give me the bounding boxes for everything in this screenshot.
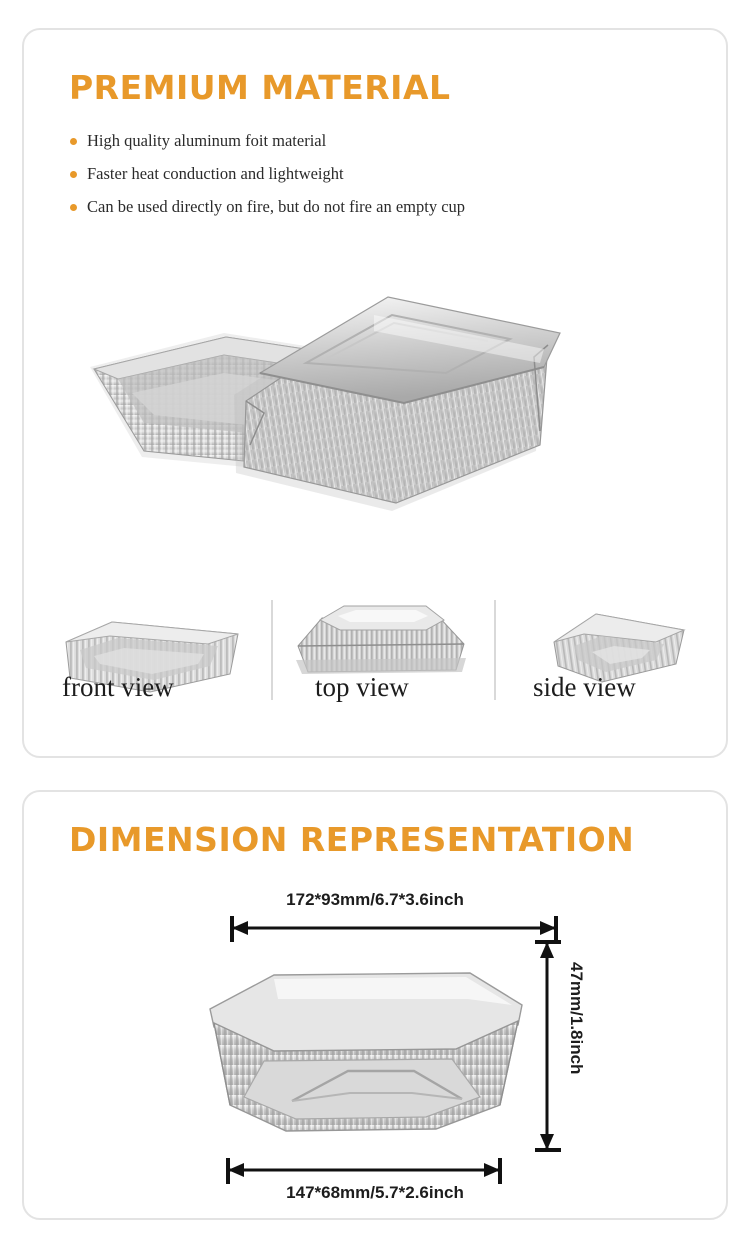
list-item	[70, 130, 465, 151]
feature-text: High quality aluminum foit material	[87, 131, 327, 150]
view-divider	[271, 600, 273, 700]
premium-material-panel	[22, 28, 728, 758]
bullet-dot-icon	[70, 138, 77, 145]
dimension-product-image	[200, 965, 530, 1135]
top-dimension-label: 172*93mm/6.7*3.6inch	[286, 890, 464, 909]
side-view-label: side view	[533, 672, 636, 702]
bottom-dimension-label: 147*68mm/5.7*2.6inch	[286, 1183, 464, 1202]
premium-feature-list	[70, 130, 465, 229]
front-view-label: front view	[62, 672, 174, 702]
side-dimension-label: 47mm/1.8inch	[567, 962, 586, 1075]
list-item	[70, 196, 465, 217]
dimension-representation-title: DIMENSION REPRESENTATION	[69, 820, 635, 859]
bullet-dot-icon	[70, 171, 77, 178]
feature-text: Faster heat conduction and lightweight	[87, 164, 344, 183]
bullet-dot-icon	[70, 204, 77, 211]
premium-material-title: PREMIUM MATERIAL	[69, 68, 451, 107]
feature-text: Can be used directly on fire, but do not fire an empty cup	[87, 197, 466, 216]
list-item	[70, 163, 465, 184]
hero-product-image	[74, 245, 674, 545]
top-view-label: top view	[315, 672, 409, 702]
view-divider	[494, 600, 496, 700]
